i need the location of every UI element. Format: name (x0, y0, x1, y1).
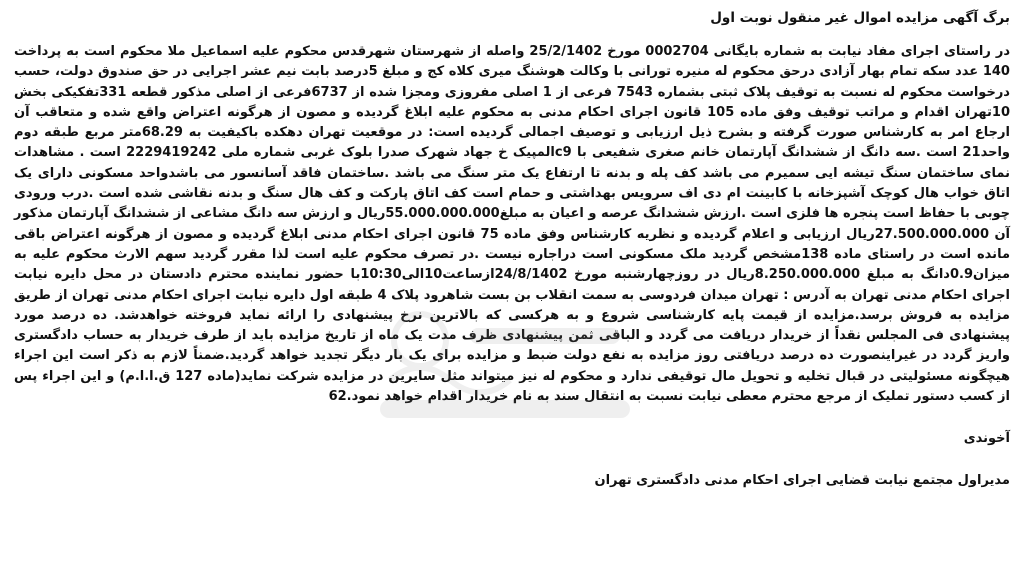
signature-line: مدیراول مجتمع نیابت قضایی اجرای احکام مدنی دادگستری تهران (594, 473, 1010, 489)
signoff-name: آخوندی (963, 431, 1010, 447)
notice-body: در راستای اجرای مفاد نیابت به شماره بایگانی 0002704 مورخ 25/2/1402 واصله از شهرستان شهرقدس محکوم علیه اسماعیل ملا محکوم است به پرداخت 140 عدد سکه تمام بهار آزادی درحق محکوم له منیره تورانی با وکالت هوشنگ میری کلاه کج و مبلغ 5درصد بابت نیم عشر اجرایی در حق صندوق دولت، حسب درخواست محکوم له نسبت به توقیف پلاک ثبتی بشماره 7543 فرعی از 1 اصلی مفروزی ومجزا شده از 6737فرعی از اصلی مذکور قطعه 331تفکیکی بخش 10تهران اقدام و مراتب توقیف وفق ماده 105 قانون اجرای احکام مدنی به محکوم علیه ابلاغ گردیده و مصون از هرگونه اعتراض واقع شده و متعاقب آن ارجاع امر به کارشناس صورت گرفته و بشرح ذیل ارزیابی و توصیف اجمالی گردیده است: در موقعیت تهران دهکده باکیفیت به 68.29متر مربع طبقه دوم واحد21 است .سه دانگ از ششدانگ آپارتمان خانم صغری شفیعی با c9المپیک خ جهاد شهرک صدرا بلوک غربی شماره ملی 2229419242 است . مشاهدات نمای ساختمان سنگ تیشه ایی سمیرم می باشد کف پله و بدنه تا ارتفاع یک متر سنگ می باشد .ساختمان فاقد آسانسور می باشدواحد مسکونی دارای یک اتاق خواب هال کوچک آشپزخانه با کابینت ام دی اف سرویس بهداشتی و حمام است کف اتاق پارکت و کف هال سنگ و بدنه نقاشی شده است .درب ورودی چوبی با حفاظ است پنجره ها فلزی است .ارزش ششدانگ عرصه و اعیان به مبلغ55.000.000.000ریال و ارزش سه دانگ مشاعی از ششدانگ آپارتمان مذکور آن 27.500.000.000ریال ارزیابی و اعلام گردیده و نظریه کارشناس وفق ماده 75 قانون اجرای احکام مدنی ابلاغ گردیده و مصون از هرگونه اعتراض باقی مانده است در راستای ماده 138مشخص گردید ملک مسکونی است دراجاره نیست .در تصرف محکوم علیه است لذا مقرر گردید سهم الارث محکوم علیه به میزان0.9دانگ به مبلغ 8.250.000.000ریال در روزچهارشنبه مورخ 24/8/1402ازساعت10الی10:30با حضور نماینده محترم دادستان در محل دایره نیابت اجرای احکام مدنی تهران به آدرس : تهران میدان فردوسی به سمت انقلاب بن بست شاهرود پلاک 4 طبقه اول دایره نیابت اجرای احکام مدنی تهران از طریق مزایده به فروش برسد.مزایده از قیمت پایه کارشناسی شروع و به هرکسی که بالاترین نرخ پیشنهادی را ارائه نماید فروخته خواهدشد. ده درصد مورد پیشنهادی فی المجلس نقداً از خریدار دریافت می گردد و الباقی ثمن پیشنهادی ظرف مدت یک ماه از تاریخ مزایده باید از طرف خریدار به حساب دادگستری واریز گردد در غیراینصورت ده درصد دریافتی روز مزایده به نفع دولت ضبط و مزایده برای یک بار دیگر تجدید خواهد گردید.ضمناً لازم به ذکر است این اجراء هیچگونه مسئولیتی در قبال تخلیه و تحویل مال توقیفی ندارد و محکوم له نیز میتواند مثل سایرین در مزایده شرکت نماید(ماده 127 ق.ا.ا.م) و این اجراء پس از کسب دستور تملیک از مرجع محترم معطی نیابت نسبت به انتقال سند به نام خریدار اقدام خواهد نمود.62 (14, 44, 1011, 405)
notice-title: برگ آگهی مزایده اموال غیر منقول نوبت اول (710, 10, 1010, 26)
